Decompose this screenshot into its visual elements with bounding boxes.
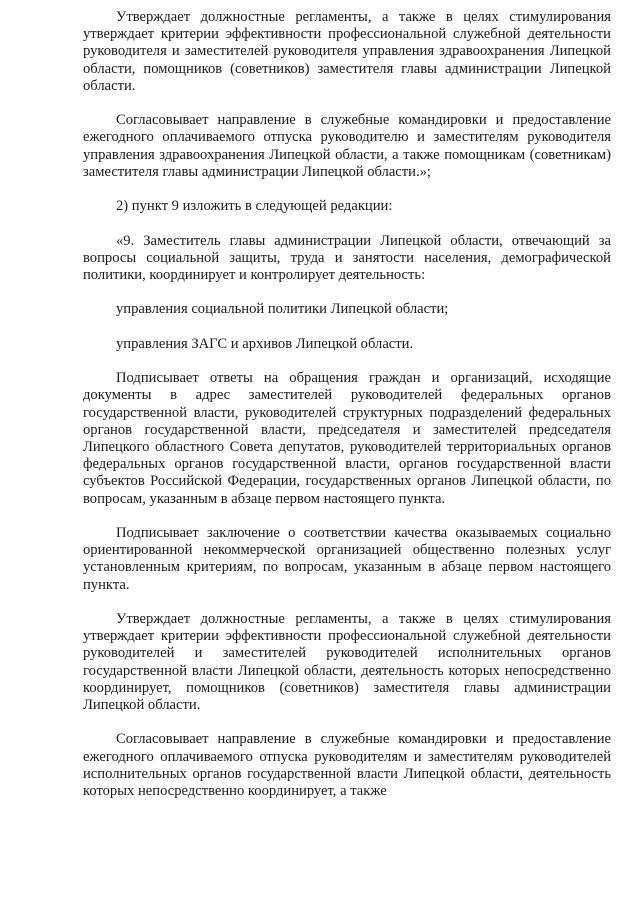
paragraph-item-2: 2) пункт 9 изложить в следующей редакции: — [116, 198, 393, 215]
paragraph-business-trips-executive: Согласовывает направление в служебные командировки и предоставление ежегодного оплачиваемого отпуска руководителям и заместителям руководителей исполнительных органов государственной власти Липецкой области, деятельность которых непосредственно координирует, а также — [83, 731, 611, 799]
paragraph-business-trips-health: Согласовывает направление в служебные командировки и предоставление ежегодного оплачиваемого отпуска руководителю и заместителям руководителя управления здравоохранения Липецкой области, а также помощникам (советникам) заместителя главы администрации Липецкой области.»; — [83, 112, 611, 180]
paragraph-signs-conclusion: Подписывает заключение о соответствии качества оказываемых социально ориентированной некоммерческой организацией общественно полезных услуг установленным критериям, по вопросам, указанным в абзаце первом настоящего пункта. — [83, 524, 611, 593]
paragraph-point-9: «9. Заместитель главы администрации Липецкой области, отвечающий за вопросы социальной защиты, труда и занятости населения, демографической политики, координирует и контролирует деятельность: — [83, 232, 611, 283]
document-body — [83, 9, 611, 817]
paragraph-social-policy: управления социальной политики Липецкой области; — [116, 301, 449, 318]
paragraph-regulations-health: Утверждает должностные регламенты, а также в целях стимулирования утверждает критерии эффективности профессиональной служебной деятельности руководителя и заместителей руководителя управления здравоохранения Липецкой области, помощников (советников) заместителя главы администрации Липецкой области. — [83, 9, 611, 94]
paragraph-regulations-executive: Утверждает должностные регламенты, а также в целях стимулирования утверждает критерии эффективности профессиональной служебной деятельности руководителей и заместителей руководителей исполнительных органов государственной власти Липецкой области, деятельность которых непосредственно координирует, помощников (советников) заместителя главы администрации Липецкой области. — [83, 610, 611, 713]
paragraph-signs-replies: Подписывает ответы на обращения граждан и организаций, исходящие документы в адрес заместителей руководителей федеральных органов государственной власти, руководителей структурных подразделений федеральных органов государственной власти, председателя и заместителей председателя Липецкого областного Совета депутатов, руководителей территориальных органов федеральных органов государственной власти, органов государственной власти субъектов Российской Федерации, государственных органов Липецкой области, по вопросам, указанным в абзаце первом настоящего пункта. — [83, 370, 611, 507]
paragraph-zags-archives: управления ЗАГС и архивов Липецкой области. — [116, 335, 414, 352]
